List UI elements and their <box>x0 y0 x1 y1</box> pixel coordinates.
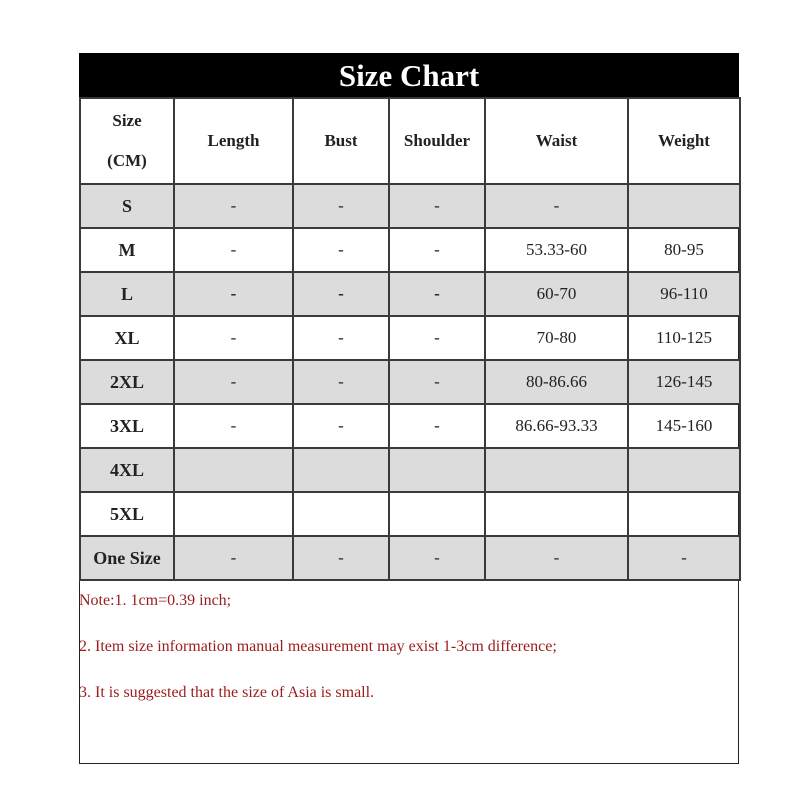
bust-cell <box>293 492 389 536</box>
shoulder-cell: - <box>389 184 485 228</box>
waist-cell: - <box>485 536 628 580</box>
waist-cell: 53.33-60 <box>485 228 628 272</box>
bust-cell: - <box>293 360 389 404</box>
size-cell: XL <box>80 316 174 360</box>
table-row <box>80 272 740 316</box>
bust-cell: - <box>293 228 389 272</box>
header-waist: Waist <box>485 98 628 184</box>
shoulder-cell: - <box>389 316 485 360</box>
header-size-label: Size <box>112 111 142 130</box>
waist-cell: 80-86.66 <box>485 360 628 404</box>
weight-cell <box>628 448 740 492</box>
length-cell: - <box>174 272 293 316</box>
size-cell: One Size <box>80 536 174 580</box>
note-line: 3. It is suggested that the size of Asia is small. <box>79 684 375 701</box>
waist-cell: - <box>485 184 628 228</box>
table-row <box>80 448 740 492</box>
table-header-row <box>80 98 740 184</box>
bust-cell <box>293 448 389 492</box>
weight-cell: - <box>628 536 740 580</box>
size-cell: 3XL <box>80 404 174 448</box>
bust-cell: - <box>293 184 389 228</box>
shoulder-cell: - <box>389 360 485 404</box>
header-size-unit: (CM) <box>107 151 147 170</box>
header-bust: Bust <box>293 98 389 184</box>
weight-cell: 110-125 <box>628 316 740 360</box>
weight-cell: 126-145 <box>628 360 740 404</box>
header-weight: Weight <box>628 98 740 184</box>
table-row <box>80 228 740 272</box>
weight-cell: 145-160 <box>628 404 740 448</box>
length-cell <box>174 448 293 492</box>
length-cell: - <box>174 404 293 448</box>
table-row <box>80 536 740 580</box>
waist-cell: 86.66-93.33 <box>485 404 628 448</box>
length-cell: - <box>174 360 293 404</box>
header-size <box>80 98 174 184</box>
table-row <box>80 360 740 404</box>
size-cell: M <box>80 228 174 272</box>
size-table <box>79 97 741 581</box>
table-row <box>80 316 740 360</box>
table-row <box>80 404 740 448</box>
size-cell: 4XL <box>80 448 174 492</box>
length-cell <box>174 492 293 536</box>
note-line: Note:1. 1cm=0.39 inch; <box>79 592 232 609</box>
header-length: Length <box>174 98 293 184</box>
shoulder-cell: - <box>389 404 485 448</box>
size-cell: 5XL <box>80 492 174 536</box>
weight-cell <box>628 184 740 228</box>
shoulder-cell: - <box>389 272 485 316</box>
weight-cell <box>628 492 740 536</box>
table-row <box>80 184 740 228</box>
shoulder-cell: - <box>389 228 485 272</box>
waist-cell: 70-80 <box>485 316 628 360</box>
size-cell: 2XL <box>80 360 174 404</box>
note-line: 2. Item size information manual measurement may exist 1-3cm difference; <box>79 638 557 655</box>
waist-cell <box>485 492 628 536</box>
length-cell: - <box>174 536 293 580</box>
bust-cell: - <box>293 536 389 580</box>
weight-cell: 80-95 <box>628 228 740 272</box>
bust-cell: - <box>293 404 389 448</box>
shoulder-cell: - <box>389 536 485 580</box>
waist-cell: 60-70 <box>485 272 628 316</box>
weight-cell: 96-110 <box>628 272 740 316</box>
length-cell: - <box>174 184 293 228</box>
length-cell: - <box>174 228 293 272</box>
size-chart-title: Size Chart <box>79 53 739 97</box>
size-cell: L <box>80 272 174 316</box>
header-shoulder: Shoulder <box>389 98 485 184</box>
size-cell: S <box>80 184 174 228</box>
bust-cell: - <box>293 272 389 316</box>
shoulder-cell <box>389 448 485 492</box>
length-cell: - <box>174 316 293 360</box>
waist-cell <box>485 448 628 492</box>
table-row <box>80 492 740 536</box>
bust-cell: - <box>293 316 389 360</box>
shoulder-cell <box>389 492 485 536</box>
